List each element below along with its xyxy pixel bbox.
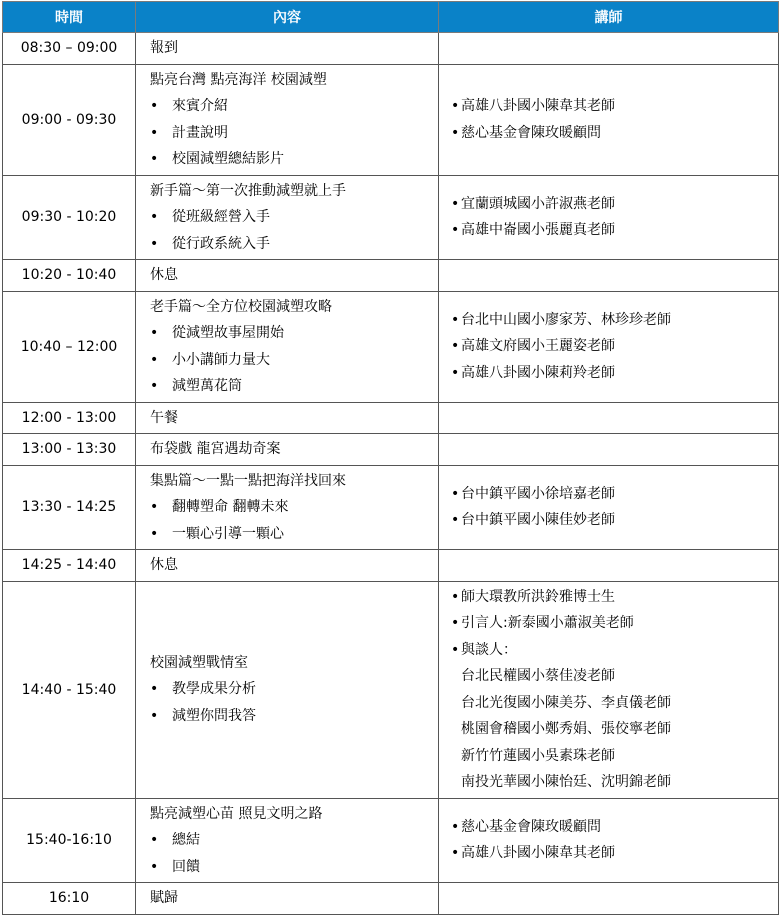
speaker-name: 台北民權國小蔡佳凌老師 (461, 668, 615, 684)
speaker-line (451, 481, 778, 508)
speaker-cell (439, 260, 779, 292)
time-cell: 14:25 - 14:40 (3, 550, 136, 582)
speaker-line (451, 814, 778, 841)
session-item-text: 翻轉塑命 翻轉未來 (172, 499, 289, 515)
content-block (136, 648, 438, 732)
speaker-line (451, 743, 778, 770)
speaker-name: 與談人： (461, 641, 517, 658)
speaker-cell (439, 550, 779, 582)
session-item-text: 減塑萬花筒 (172, 378, 242, 394)
bullet-marker: • (451, 845, 460, 862)
bullet-marker: • (451, 124, 460, 141)
speaker-block (439, 812, 778, 869)
header-speaker: 講師 (439, 2, 779, 33)
speaker-name: 引言人:新泰國小蕭淑美老師 (461, 615, 634, 631)
speaker-cell (439, 291, 779, 402)
speaker-block (439, 416, 778, 420)
bullet-marker: • (150, 98, 159, 114)
table-row (3, 798, 779, 883)
session-item (150, 827, 438, 854)
bullet-marker: • (451, 98, 460, 114)
session-item (150, 120, 438, 147)
speaker-line (451, 93, 778, 120)
content-block (136, 65, 438, 175)
speaker-cell (439, 798, 779, 883)
table-row (3, 291, 779, 402)
speaker-line (451, 610, 778, 637)
speaker-line (451, 584, 778, 611)
speaker-name: 台北中山國小廖家芳、林珍珍老師 (461, 311, 671, 328)
session-item-text: 從減塑故事屋開始 (172, 325, 284, 341)
bullet-marker: • (150, 832, 159, 848)
content-cell (136, 434, 439, 466)
session-item-text: 從班級經營入手 (172, 209, 270, 225)
speaker-block (439, 563, 778, 567)
speaker-cell (439, 402, 779, 434)
bullet-marker: • (150, 378, 159, 394)
content-cell (136, 291, 439, 402)
bullet-marker: • (150, 151, 159, 167)
agenda-table (2, 1, 779, 915)
session-title: 校園減塑戰情室 (150, 654, 248, 671)
session-item (150, 676, 438, 703)
bullet-marker: • (451, 195, 460, 212)
table-row (3, 550, 779, 582)
session-item (150, 373, 438, 400)
content-block (136, 176, 438, 260)
bullet-marker: • (150, 325, 159, 341)
session-item-text: 回饋 (172, 858, 200, 875)
bullet-marker: • (150, 209, 159, 225)
header-row (3, 2, 779, 33)
table-row (3, 465, 779, 550)
session-item-text: 減塑你問我答 (172, 707, 256, 724)
session-title: 報到 (150, 40, 178, 56)
speaker-name: 台中鎮平國小陳佳妙老師 (461, 512, 615, 529)
table-row (3, 581, 779, 798)
content-cell (136, 883, 439, 915)
speaker-cell (439, 434, 779, 466)
session-title: 點亮減塑心苗 照見文明之路 (150, 805, 323, 822)
speaker-name: 慈心基金會陳玫暖顧問 (461, 124, 601, 141)
table-row (3, 883, 779, 915)
speaker-line (451, 191, 778, 218)
agenda-table-wrapper (2, 1, 778, 915)
speaker-cell (439, 465, 779, 550)
session-item (150, 146, 438, 173)
speaker-line (451, 690, 778, 717)
bullet-marker: • (150, 858, 159, 875)
time-cell: 15:40-16:10 (3, 798, 136, 883)
time-cell: 16:10 (3, 883, 136, 915)
content-cell (136, 260, 439, 292)
speaker-line (451, 716, 778, 743)
speaker-line (451, 507, 778, 534)
session-title: 午餐 (150, 409, 178, 426)
session-title: 老手篇～全方位校園減塑攻略 (150, 298, 332, 315)
bullet-marker: • (451, 338, 460, 355)
table-row (3, 402, 779, 434)
content-cell (136, 798, 439, 883)
bullet-marker: • (150, 707, 159, 724)
bullet-marker: • (451, 364, 460, 381)
speaker-cell (439, 175, 779, 260)
speaker-block (439, 582, 778, 798)
session-item (150, 347, 438, 374)
speaker-line (451, 840, 778, 867)
speaker-block (439, 305, 778, 389)
content-cell (136, 64, 439, 175)
speaker-name: 高雄八卦國小陳韋其老師 (461, 98, 615, 114)
bullet-marker: • (150, 525, 159, 542)
speaker-name: 台中鎮平國小徐培嘉老師 (461, 485, 615, 502)
bullet-marker: • (451, 615, 460, 631)
session-item (150, 231, 438, 258)
session-item (150, 494, 438, 521)
speaker-name: 慈心基金會陳玫暖顧問 (461, 818, 601, 835)
session-title: 賦歸 (150, 890, 178, 906)
speaker-line (451, 769, 778, 796)
time-cell: 10:20 - 10:40 (3, 260, 136, 292)
session-item (150, 320, 438, 347)
session-item-text: 總結 (172, 832, 200, 848)
speaker-block (439, 46, 778, 50)
bullet-marker: • (451, 222, 460, 239)
speaker-cell (439, 64, 779, 175)
content-block (136, 403, 438, 434)
session-title: 休息 (150, 557, 178, 573)
session-title: 點亮台灣 點亮海洋 校園減塑 (150, 71, 327, 88)
content-cell (136, 402, 439, 434)
bullet-marker: • (150, 499, 159, 515)
time-cell: 09:00 - 09:30 (3, 64, 136, 175)
session-item-text: 小小講師力量大 (172, 351, 270, 368)
table-row (3, 64, 779, 175)
speaker-block (439, 273, 778, 277)
speaker-line (451, 360, 778, 387)
content-cell (136, 465, 439, 550)
content-block (136, 550, 438, 581)
speaker-name: 高雄八卦國小陳韋其老師 (461, 845, 615, 862)
bullet-marker: • (150, 351, 159, 368)
table-row (3, 33, 779, 65)
session-item (150, 854, 438, 881)
speaker-name: 高雄文府國小王麗姿老師 (461, 338, 615, 355)
speaker-block (439, 896, 778, 900)
speaker-line (451, 637, 778, 664)
session-item-text: 教學成果分析 (172, 681, 256, 698)
speaker-block (439, 91, 778, 148)
speaker-name: 桃園會稽國小鄭秀娟、張佼寧老師 (461, 721, 671, 737)
content-block (136, 883, 438, 914)
session-item-text: 校園減塑總結影片 (172, 151, 284, 167)
time-cell: 13:00 - 13:30 (3, 434, 136, 466)
time-cell: 13:30 - 14:25 (3, 465, 136, 550)
time-cell: 14:40 - 15:40 (3, 581, 136, 798)
content-block (136, 466, 438, 550)
session-item-text: 計畫說明 (172, 124, 228, 141)
speaker-name: 高雄八卦國小陳莉羚老師 (461, 364, 615, 381)
speaker-line (451, 307, 778, 334)
session-item (150, 93, 438, 120)
speaker-block (439, 479, 778, 536)
bullet-marker: • (451, 512, 460, 529)
session-item (150, 204, 438, 231)
speaker-block (439, 447, 778, 451)
content-block (136, 292, 438, 402)
time-cell: 10:40 – 12:00 (3, 291, 136, 402)
content-cell (136, 175, 439, 260)
session-title: 集點篇～一點一點把海洋找回來 (150, 472, 346, 489)
bullet-marker: • (451, 311, 460, 328)
speaker-name: 宜蘭頭城國小許淑燕老師 (461, 195, 615, 212)
session-item (150, 521, 438, 548)
content-cell (136, 33, 439, 65)
bullet-marker: • (150, 124, 159, 141)
speaker-name: 高雄中崙國小張麗真老師 (461, 222, 615, 239)
session-title: 休息 (150, 267, 178, 283)
bullet-marker: • (451, 485, 460, 502)
content-block (136, 260, 438, 291)
table-row (3, 434, 779, 466)
bullet-marker: • (451, 818, 460, 835)
content-block (136, 434, 438, 465)
bullet-marker: • (451, 588, 460, 605)
speaker-cell (439, 581, 779, 798)
table-row (3, 260, 779, 292)
time-cell: 09:30 - 10:20 (3, 175, 136, 260)
speaker-line (451, 663, 778, 690)
speaker-line (451, 217, 778, 244)
speaker-block (439, 189, 778, 246)
content-block (136, 799, 438, 883)
content-cell (136, 581, 439, 798)
speaker-name: 新竹竹蓮國小吳素珠老師 (461, 747, 615, 764)
speaker-name: 南投光華國小陳怡廷、沈明錦老師 (461, 774, 671, 790)
header-time: 時間 (3, 2, 136, 33)
speaker-cell (439, 33, 779, 65)
session-title: 布袋戲 龍宮遇劫奇案 (150, 441, 281, 457)
session-item-text: 從行政系統入手 (172, 235, 270, 252)
session-item (150, 703, 438, 730)
content-cell (136, 550, 439, 582)
speaker-cell (439, 883, 779, 915)
time-cell: 12:00 - 13:00 (3, 402, 136, 434)
speaker-name: 師大環教所洪鈴雅博士生 (461, 588, 615, 605)
speaker-line (451, 333, 778, 360)
speaker-line (451, 120, 778, 147)
content-block (136, 33, 438, 64)
session-item-text: 一顆心引導一顆心 (172, 525, 284, 542)
session-item-text: 來賓介紹 (172, 98, 228, 114)
speaker-name: 台北光復國小陳美芬、李貞儀老師 (461, 694, 671, 711)
time-cell: 08:30 – 09:00 (3, 33, 136, 65)
session-title: 新手篇～第一次推動減塑就上手 (150, 182, 346, 199)
bullet-marker: • (150, 235, 159, 252)
table-row (3, 175, 779, 260)
bullet-marker: • (150, 681, 159, 698)
bullet-marker: • (451, 641, 460, 658)
header-content: 內容 (136, 2, 439, 33)
